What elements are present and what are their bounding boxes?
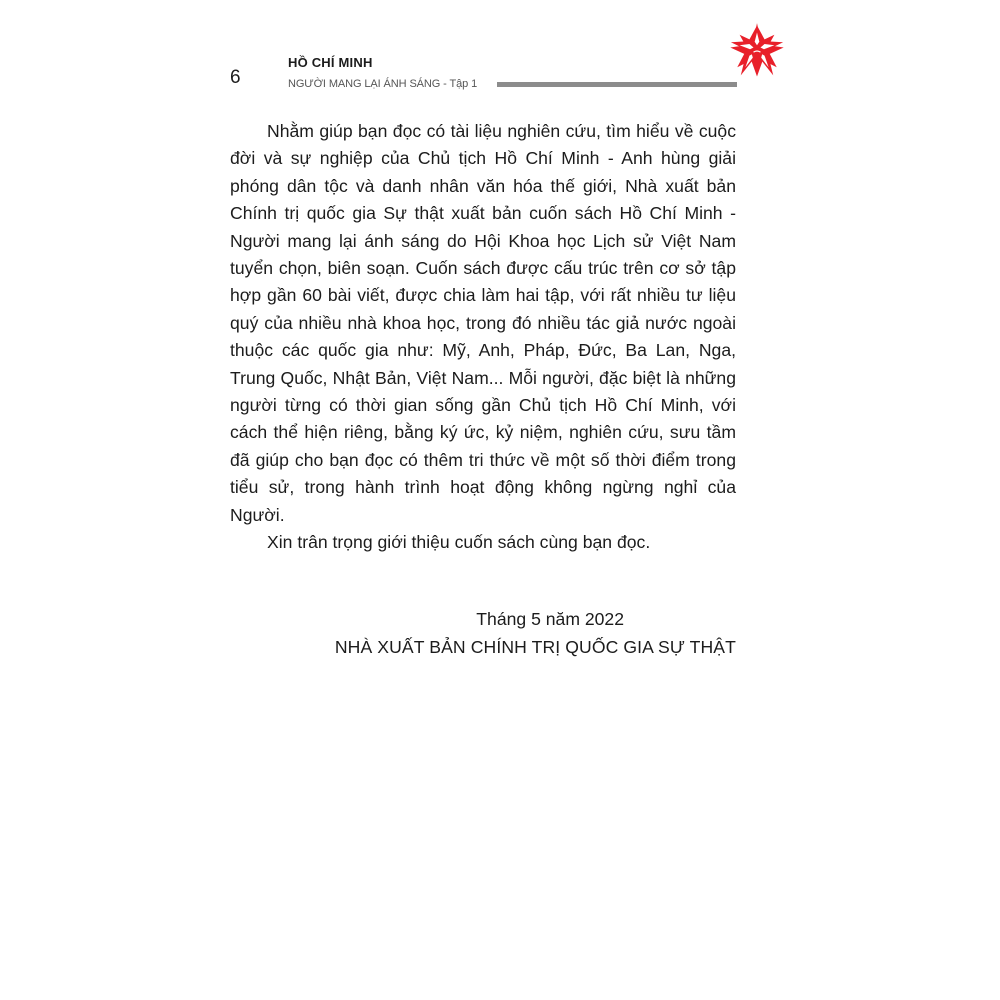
- signature-block: [230, 605, 736, 661]
- paragraph-intro: Nhằm giúp bạn đọc có tài liệu nghiên cứu, tìm hiểu về cuộc đời và sự nghiệp của Chủ tịch Hồ Chí Minh - Anh hùng giải phóng dân tộc và danh nhân văn hóa thế giới, Nhà xuất bản Chính trị quốc gia Sự thật xuất bản cuốn sách Hồ Chí Minh - Người mang lại ánh sáng do Hội Khoa học Lịch sử Việt Nam tuyển chọn, biên soạn. Cuốn sách được cấu trúc trên cơ sở tập hợp gần 60 bài viết, được chia làm hai tập, với rất nhiều tư liệu quý của nhiều nhà khoa học, trong đó nhiều tác giả nước ngoài thuộc các quốc gia như: Mỹ, Anh, Pháp, Đức, Ba Lan, Nga, Trung Quốc, Nhật Bản, Việt Nam... Mỗi người, đặc biệt là những người từng có thời gian sống gần Chủ tịch Hồ Chí Minh, với cách thể hiện riêng, bằng ký ức, kỷ niệm, nghiên cứu, sưu tầm đã giúp cho bạn đọc có thêm tri thức về một số thời điểm trong tiểu sử, trong hành trình hoạt động không ngừng nghỉ của Người.: [230, 121, 736, 525]
- running-title: HỒ CHÍ MINH: [288, 55, 373, 70]
- body-text: [230, 118, 736, 557]
- header-rule: [497, 82, 737, 87]
- page-number: 6: [230, 67, 241, 88]
- paragraph-closing: Xin trân trọng giới thiệu cuốn sách cùng bạn đọc.: [267, 532, 651, 553]
- signature-publisher: NHÀ XUẤT BẢN CHÍNH TRỊ QUỐC GIA SỰ THẬT: [334, 637, 736, 657]
- red-star-emblem-icon: [728, 22, 786, 80]
- signature-date: Tháng 5 năm 2022: [476, 609, 624, 629]
- running-subtitle: NGƯỜI MANG LẠI ÁNH SÁNG - Tập 1: [288, 78, 478, 90]
